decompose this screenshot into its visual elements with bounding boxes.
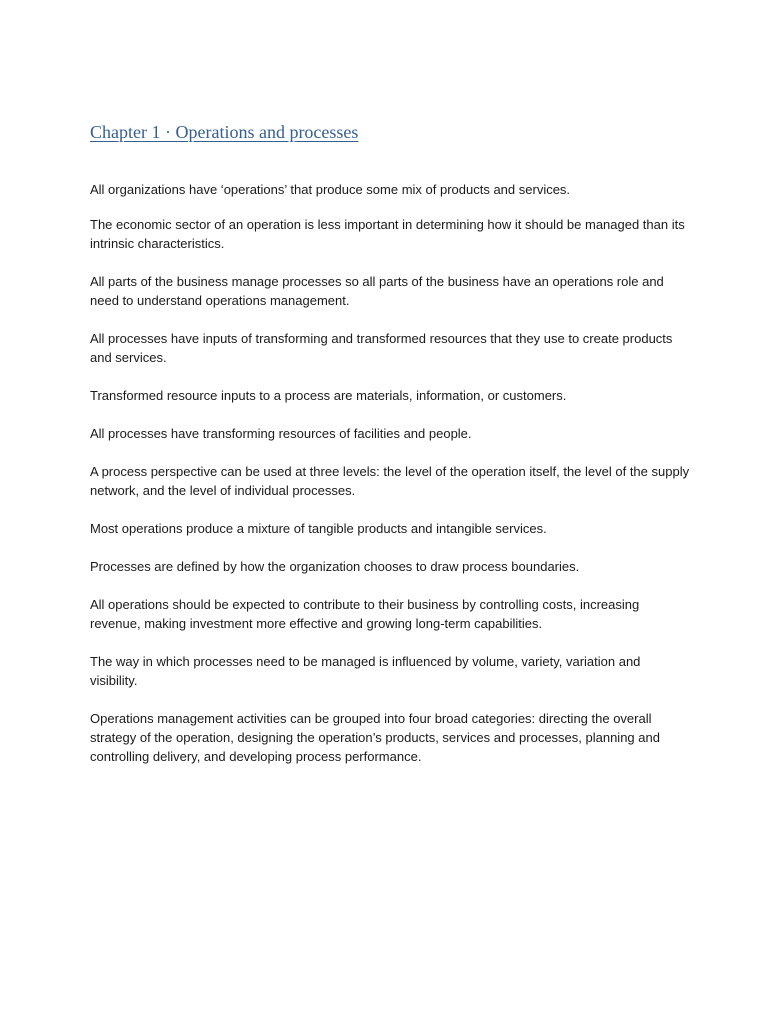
paragraph: Operations management activities can be grouped into four broad categories: directing the overall strategy of the operation, designing the operation’s products, services and processes, planning and controlling delivery, and developing process performance. [90,711,660,764]
paragraph: All organizations have ‘operations’ that produce some mix of products and services. [90,182,571,197]
paragraph: A process perspective can be used at three levels: the level of the operation itself, the level of the supply network, and the level of individual processes. [90,464,690,498]
paragraph: All operations should be expected to contribute to their business by controlling costs, increasing revenue, making investment more effective and growing long-term capabilities. [90,597,640,631]
paragraph: Transformed resource inputs to a process are materials, information, or customers. [90,388,567,403]
paragraph: Processes are defined by how the organization chooses to draw process boundaries. [90,559,580,574]
summary-paragraphs [90,180,690,785]
chapter-heading: Chapter 1 · Operations and processes [90,122,359,142]
paragraph: The way in which processes need to be managed is influenced by volume, variety, variation and visibility. [90,654,641,688]
paragraph: All processes have transforming resources of facilities and people. [90,426,472,441]
paragraph: Most operations produce a mixture of tangible products and intangible services. [90,521,547,536]
paragraph: All parts of the business manage processes so all parts of the business have an operations role and need to understand operations management. [90,274,664,308]
paragraph: All processes have inputs of transforming and transformed resources that they use to create products and services. [90,331,673,365]
paragraph: The economic sector of an operation is less important in determining how it should be managed than its intrinsic characteristics. [90,217,685,251]
